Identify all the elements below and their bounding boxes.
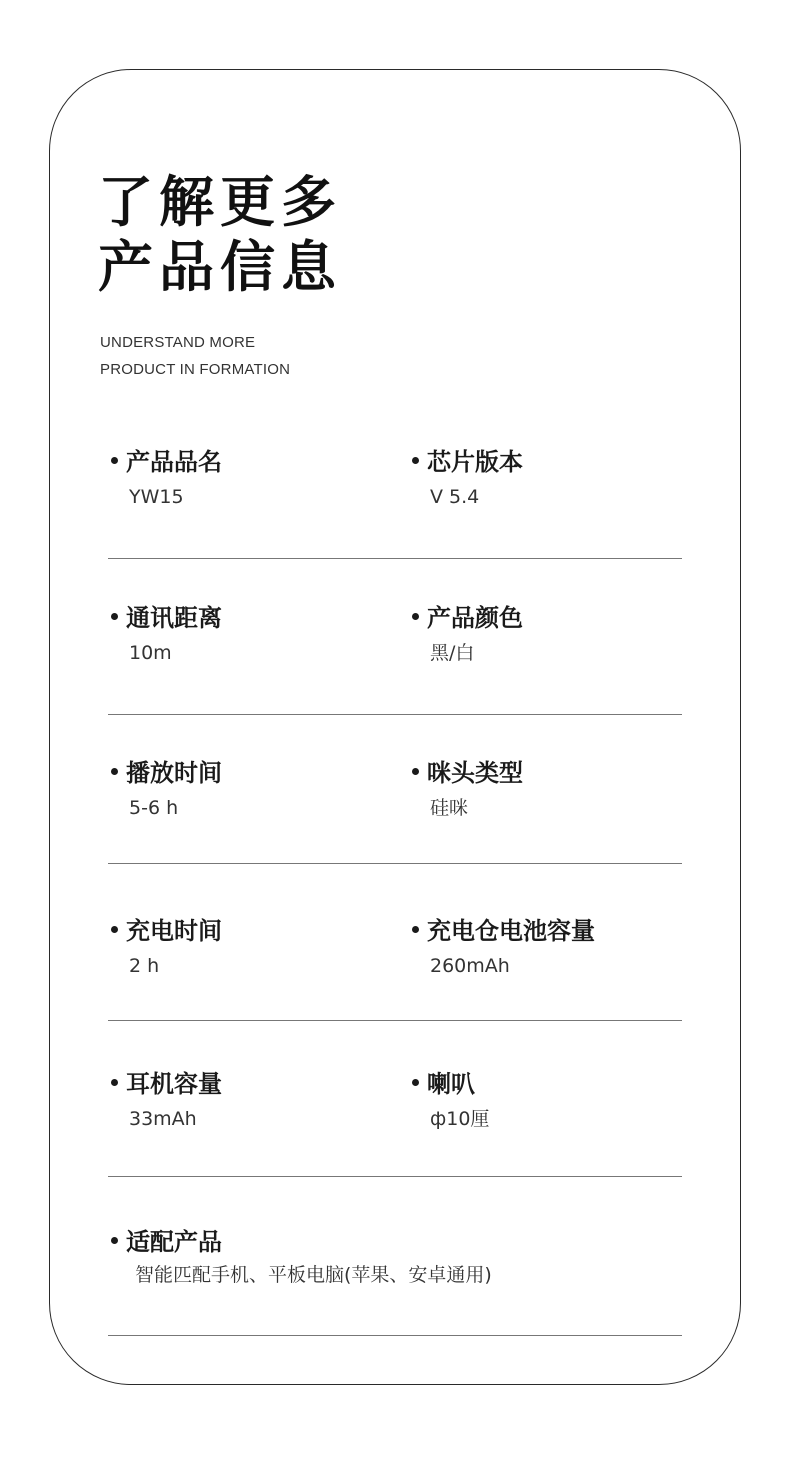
spec-value: 智能匹配手机、平板电脑(苹果、安卓通用): [135, 1264, 492, 1286]
spec-label: 产品颜色: [427, 604, 523, 632]
page-title-line2: 产品信息: [98, 235, 343, 299]
spec-value: ф10厘: [430, 1108, 490, 1130]
bullet-icon: [412, 613, 419, 620]
spec-label: 适配产品: [126, 1228, 222, 1256]
spec-earbud-battery: [111, 1072, 222, 1129]
spec-label: 充电时间: [126, 917, 222, 945]
divider: [108, 714, 682, 715]
spec-label: 喇叭: [427, 1070, 475, 1098]
bullet-icon: [111, 768, 118, 775]
spec-label: 通讯距离: [126, 604, 222, 632]
spec-speaker: [412, 1072, 489, 1129]
bullet-icon: [412, 926, 419, 933]
subtitle-line1: UNDERSTAND MORE: [100, 334, 256, 351]
bullet-icon: [412, 768, 419, 775]
bullet-icon: [412, 457, 419, 464]
spec-chip-version: [412, 450, 523, 507]
spec-range: [111, 606, 222, 663]
divider: [108, 1020, 682, 1021]
spec-label: 充电仓电池容量: [427, 917, 595, 945]
spec-product-name: [111, 450, 222, 507]
spec-label: 播放时间: [126, 759, 222, 787]
spec-color: [412, 606, 523, 663]
spec-value: 黑/白: [430, 642, 475, 664]
bullet-icon: [111, 457, 118, 464]
spec-play-time: [111, 761, 222, 818]
spec-label: 芯片版本: [427, 448, 523, 476]
spec-compatible-products: [111, 1230, 492, 1285]
bullet-icon: [111, 1237, 118, 1244]
divider: [108, 1176, 682, 1177]
page-title-line1: 了解更多: [98, 170, 343, 234]
divider: [108, 558, 682, 559]
divider: [108, 1335, 682, 1336]
spec-value: V 5.4: [430, 486, 480, 508]
spec-value: 33mAh: [129, 1108, 197, 1130]
spec-charge-time: [111, 919, 222, 976]
spec-label: 产品品名: [126, 448, 222, 476]
spec-case-battery: [412, 919, 595, 976]
spec-label: 咪头类型: [427, 759, 523, 787]
spec-value: 硅咪: [430, 797, 469, 819]
spec-label: 耳机容量: [126, 1070, 222, 1098]
bullet-icon: [111, 926, 118, 933]
spec-value: 2 h: [129, 955, 160, 977]
spec-value: 10m: [129, 642, 172, 664]
spec-mic-type: [412, 761, 523, 818]
bullet-icon: [412, 1079, 419, 1086]
spec-value: 260mAh: [430, 955, 510, 977]
spec-value: YW15: [129, 486, 184, 508]
subtitle-line2: PRODUCT IN FORMATION: [100, 361, 291, 378]
bullet-icon: [111, 1079, 118, 1086]
spec-value: 5-6 h: [129, 797, 179, 819]
divider: [108, 863, 682, 864]
bullet-icon: [111, 613, 118, 620]
